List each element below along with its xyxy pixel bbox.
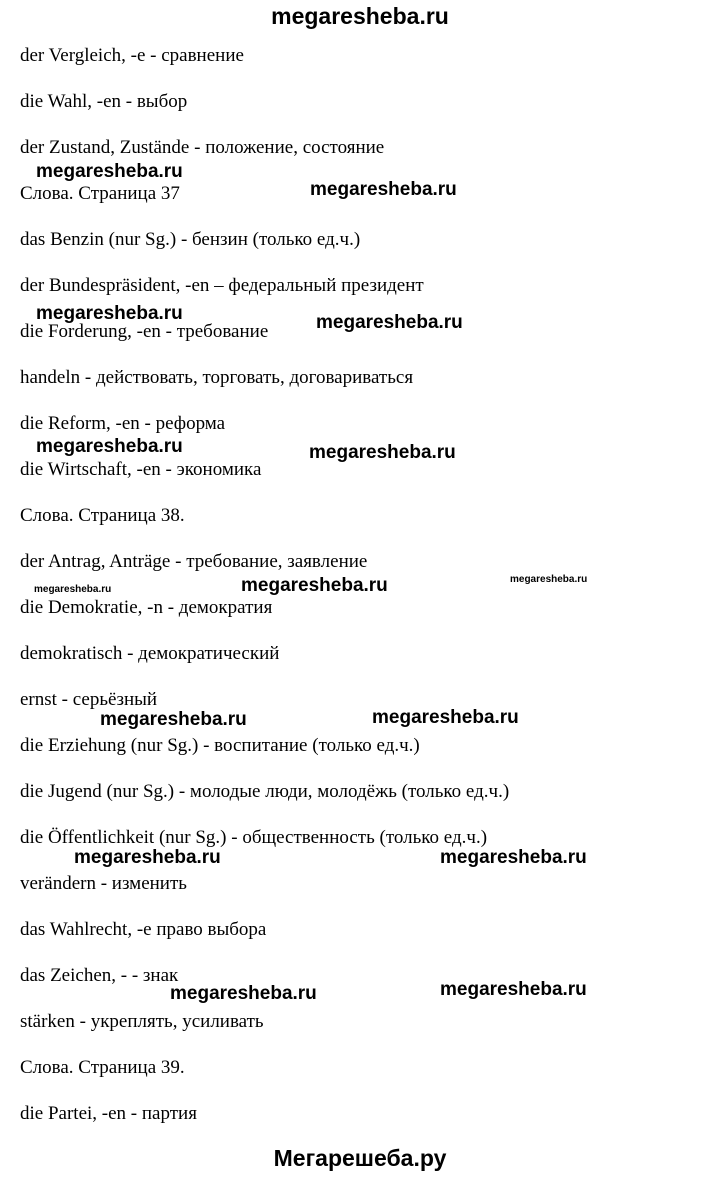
watermark: megaresheba.ru xyxy=(36,436,183,457)
vocab-line: der Zustand, Zustände - положение, состояние xyxy=(20,137,385,158)
watermark: megaresheba.ru xyxy=(100,709,247,730)
vocab-line: der Antrag, Anträge - требование, заявление xyxy=(20,551,368,572)
vocab-line: stärken - укреплять, усиливать xyxy=(20,1011,264,1032)
section-heading: Слова. Страница 37 xyxy=(20,183,180,204)
vocab-line: die Demokratie, -n - демократия xyxy=(20,597,273,618)
vocab-line: die Partei, -en - партия xyxy=(20,1103,197,1124)
vocab-line: die Wirtschaft, -en - экономика xyxy=(20,459,262,480)
section-heading: Слова. Страница 39. xyxy=(20,1057,185,1078)
watermark: megaresheba.ru xyxy=(36,161,183,182)
vocab-line: ernst - серьёзный xyxy=(20,689,158,710)
watermark: megaresheba.ru xyxy=(34,584,112,595)
watermark: megaresheba.ru xyxy=(74,847,221,868)
vocab-line: die Jugend (nur Sg.) - молодые люди, молодёжь (только ед.ч.) xyxy=(20,781,510,802)
vocab-line: demokratisch - демократический xyxy=(20,643,280,664)
watermark: megaresheba.ru xyxy=(310,179,457,200)
watermark: megaresheba.ru xyxy=(440,847,587,868)
vocab-line: das Zeichen, - - знак xyxy=(20,965,179,986)
watermark: megaresheba.ru xyxy=(309,442,456,463)
watermark: megaresheba.ru xyxy=(241,575,388,596)
watermark: megaresheba.ru xyxy=(372,707,519,728)
watermark: megaresheba.ru xyxy=(510,574,588,585)
vocab-line: handeln - действовать, торговать, договариваться xyxy=(20,367,414,388)
vocab-line: der Bundespräsident, -en – федеральный президент xyxy=(20,275,424,296)
vocab-line: die Forderung, -en - требование xyxy=(20,321,269,342)
vocab-line: die Wahl, -en - выбор xyxy=(20,91,188,112)
vocab-line: die Reform, -en - реформа xyxy=(20,413,226,434)
watermark: megaresheba.ru xyxy=(440,979,587,1000)
section-heading: Слова. Страница 38. xyxy=(20,505,185,526)
site-footer: Мегарешеба.ру xyxy=(273,1145,447,1171)
vocab-line: verändern - изменить xyxy=(20,873,187,894)
vocab-line: die Öffentlichkeit (nur Sg.) - общественность (только ед.ч.) xyxy=(20,827,488,848)
watermark: megaresheba.ru xyxy=(36,303,183,324)
site-header: megaresheba.ru xyxy=(271,3,449,29)
vocab-line: der Vergleich, -e - сравнение xyxy=(20,45,244,66)
vocab-line: das Benzin (nur Sg.) - бензин (только ед.ч.) xyxy=(20,229,361,250)
vocab-line: die Erziehung (nur Sg.) - воспитание (только ед.ч.) xyxy=(20,735,420,756)
watermark: megaresheba.ru xyxy=(170,983,317,1004)
watermark: megaresheba.ru xyxy=(316,312,463,333)
vocab-line: das Wahlrecht, -e право выбора xyxy=(20,919,267,940)
